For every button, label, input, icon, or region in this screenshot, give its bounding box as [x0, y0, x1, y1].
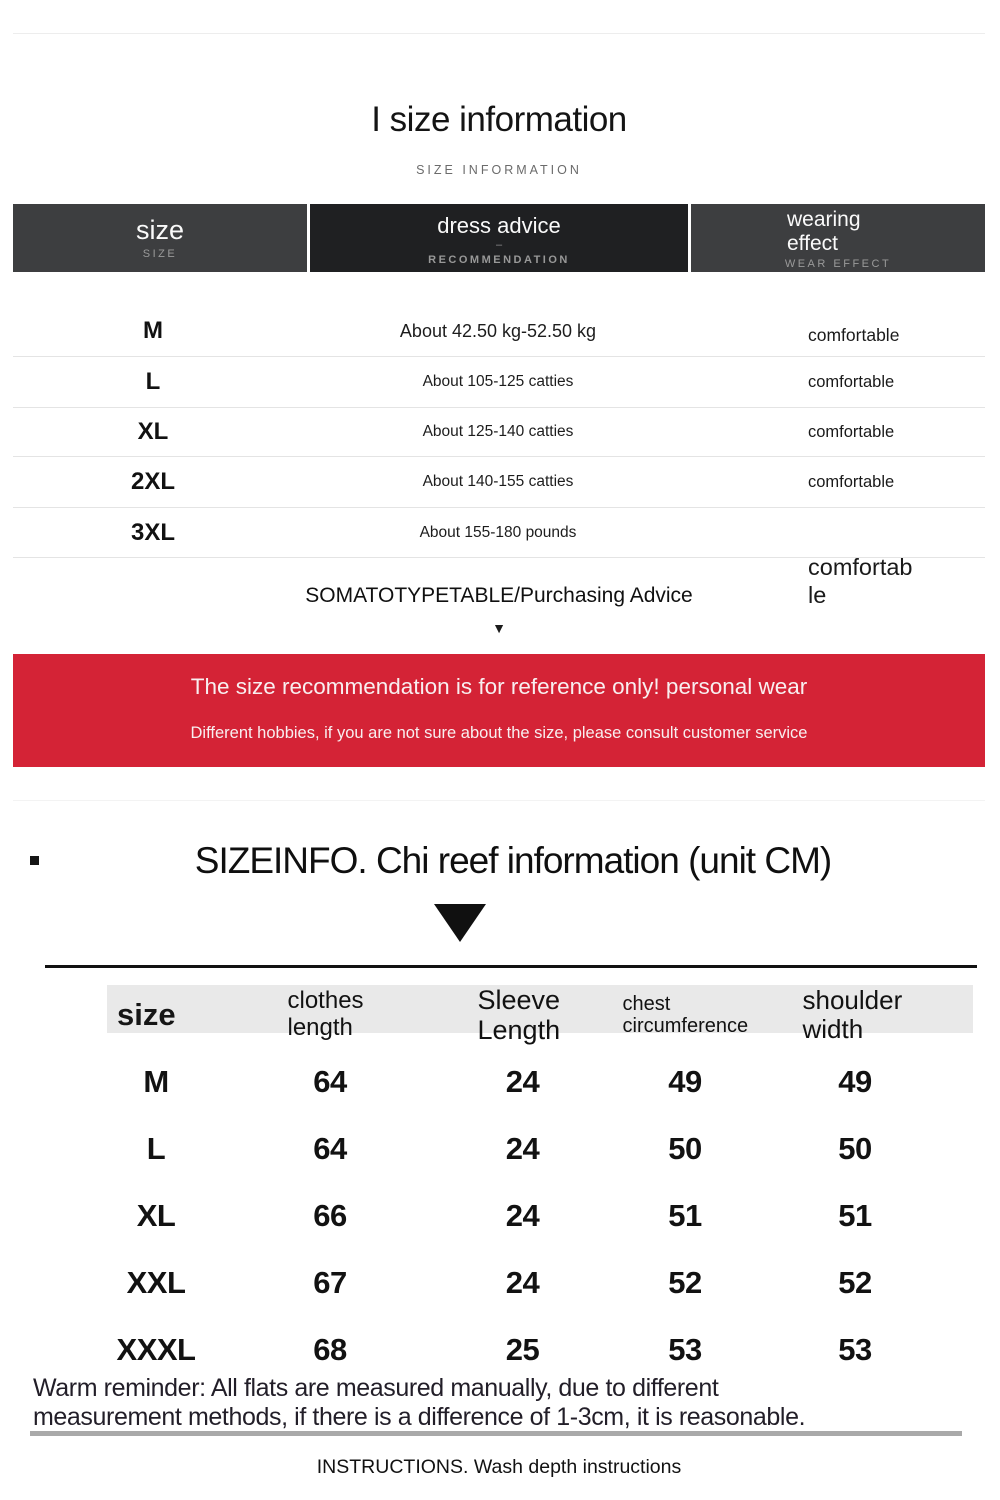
table-top-rule [45, 965, 977, 968]
clothes-length-cell: 68 [313, 1331, 347, 1367]
shoulder-width-cell: 51 [838, 1197, 872, 1233]
effect-cell: comfortable [808, 554, 913, 608]
size-cell: 3XL [130, 518, 175, 546]
table-row [13, 306, 985, 357]
sleeve-length-cell: 24 [505, 1197, 540, 1233]
col-header-shoulder-width: shoulder width [802, 985, 903, 1045]
chest-circumference-cell: 53 [668, 1331, 702, 1367]
size-cell: M [143, 317, 163, 344]
header-col-advice-dash: – [495, 238, 503, 251]
chest-circumference-cell: 49 [668, 1063, 702, 1099]
clothes-length-cell: 67 [313, 1264, 347, 1300]
chest-circumference-cell: 51 [668, 1197, 702, 1233]
effect-cell: comfortable [808, 472, 895, 491]
size-info-title: I size information [371, 100, 627, 139]
shoulder-width-cell: 53 [838, 1331, 872, 1367]
effect-cell: comfortable [808, 372, 895, 391]
reminder-underline [30, 1431, 962, 1436]
sleeve-length-cell: 25 [505, 1331, 540, 1367]
warm-reminder-line2: measurement methods, if there is a difference of 1-3cm, it is reasonable. [33, 1403, 806, 1431]
wash-instructions-heading: INSTRUCTIONS. Wash depth instructions [316, 1456, 682, 1478]
col-header-sleeve-length: Sleeve Length [477, 985, 561, 1046]
col-header-chest-circumference: chest circumference [622, 992, 749, 1038]
size-cell: L [145, 368, 161, 395]
banner-line1: The size recommendation is for reference only! personal wear [190, 674, 808, 699]
size-cell: XL [136, 1197, 176, 1233]
table-row [13, 457, 985, 508]
table-row [13, 408, 985, 457]
effect-cell: comfortable [808, 422, 895, 441]
card-top-border [13, 33, 985, 34]
shoulder-width-cell: 49 [838, 1063, 872, 1099]
header-col-advice [310, 204, 688, 272]
header-col-size-sublabel: SIZE [142, 247, 178, 260]
clothes-length-cell: 66 [313, 1197, 347, 1233]
size-cell: M [143, 1063, 169, 1099]
sleeve-length-cell: 24 [505, 1063, 540, 1099]
size-info-subtitle: SIZE INFORMATION [416, 163, 582, 177]
advice-cell: About 140-155 catties [422, 473, 574, 490]
warm-reminder-text [33, 1374, 983, 1432]
header-col-advice-label: dress advice [437, 213, 561, 239]
measurement-table-body [107, 1048, 973, 1383]
header-col-effect-sublabel: WEAR EFFECT [784, 257, 892, 270]
table-row [107, 1249, 973, 1316]
header-col-advice-sublabel: RECOMMENDATION [428, 253, 570, 266]
header-col-size [13, 204, 307, 272]
banner-line2: Different hobbies, if you are not sure about the size, please consult customer service [190, 724, 808, 742]
advice-cell: About 105-125 catties [422, 373, 574, 390]
col-header-size: size [117, 997, 176, 1033]
sleeve-length-cell: 24 [505, 1130, 540, 1166]
somatotype-heading: SOMATOTYPETABLE/Purchasing Advice [305, 584, 693, 607]
clothes-length-cell: 64 [313, 1063, 347, 1099]
header-col-size-label: size [135, 215, 184, 246]
section-divider [13, 800, 985, 801]
measurement-table-header [107, 985, 973, 1046]
size-notice-banner [13, 654, 985, 767]
effect-cell: comfortable [808, 325, 900, 346]
header-col-effect-label: wearing effect [787, 208, 861, 255]
advice-cell: About 155-180 pounds [419, 523, 577, 541]
down-arrow-small-icon: ▼ [492, 620, 506, 636]
chest-circumference-cell: 52 [668, 1264, 702, 1300]
warm-reminder-line1: Warm reminder: All flats are measured manually, due to different [33, 1374, 719, 1402]
header-col-effect [691, 204, 985, 272]
table-row [107, 1048, 973, 1115]
shoulder-width-cell: 50 [838, 1130, 872, 1166]
shoulder-width-cell: 52 [838, 1264, 872, 1300]
down-triangle-icon [434, 904, 486, 942]
clothes-length-cell: 64 [313, 1130, 347, 1166]
table-row [107, 1316, 973, 1383]
advice-cell: About 42.50 kg-52.50 kg [399, 320, 597, 341]
table-row [13, 357, 985, 408]
size-cell: XXXL [116, 1331, 196, 1367]
chest-circumference-cell: 50 [668, 1130, 702, 1166]
table-row [107, 1182, 973, 1249]
size-cell: XXL [126, 1264, 186, 1300]
sleeve-length-cell: 24 [505, 1264, 540, 1300]
size-table-header [13, 204, 985, 272]
sizeinfo-title: SIZEINFO. Chi reef information (unit CM) [194, 840, 832, 881]
advice-cell: About 125-140 catties [422, 423, 574, 440]
size-cell: L [146, 1130, 166, 1166]
size-cell: XL [137, 418, 169, 445]
col-header-clothes-length: clothes length [287, 987, 364, 1042]
size-cell: 2XL [130, 468, 175, 495]
table-row [107, 1115, 973, 1182]
